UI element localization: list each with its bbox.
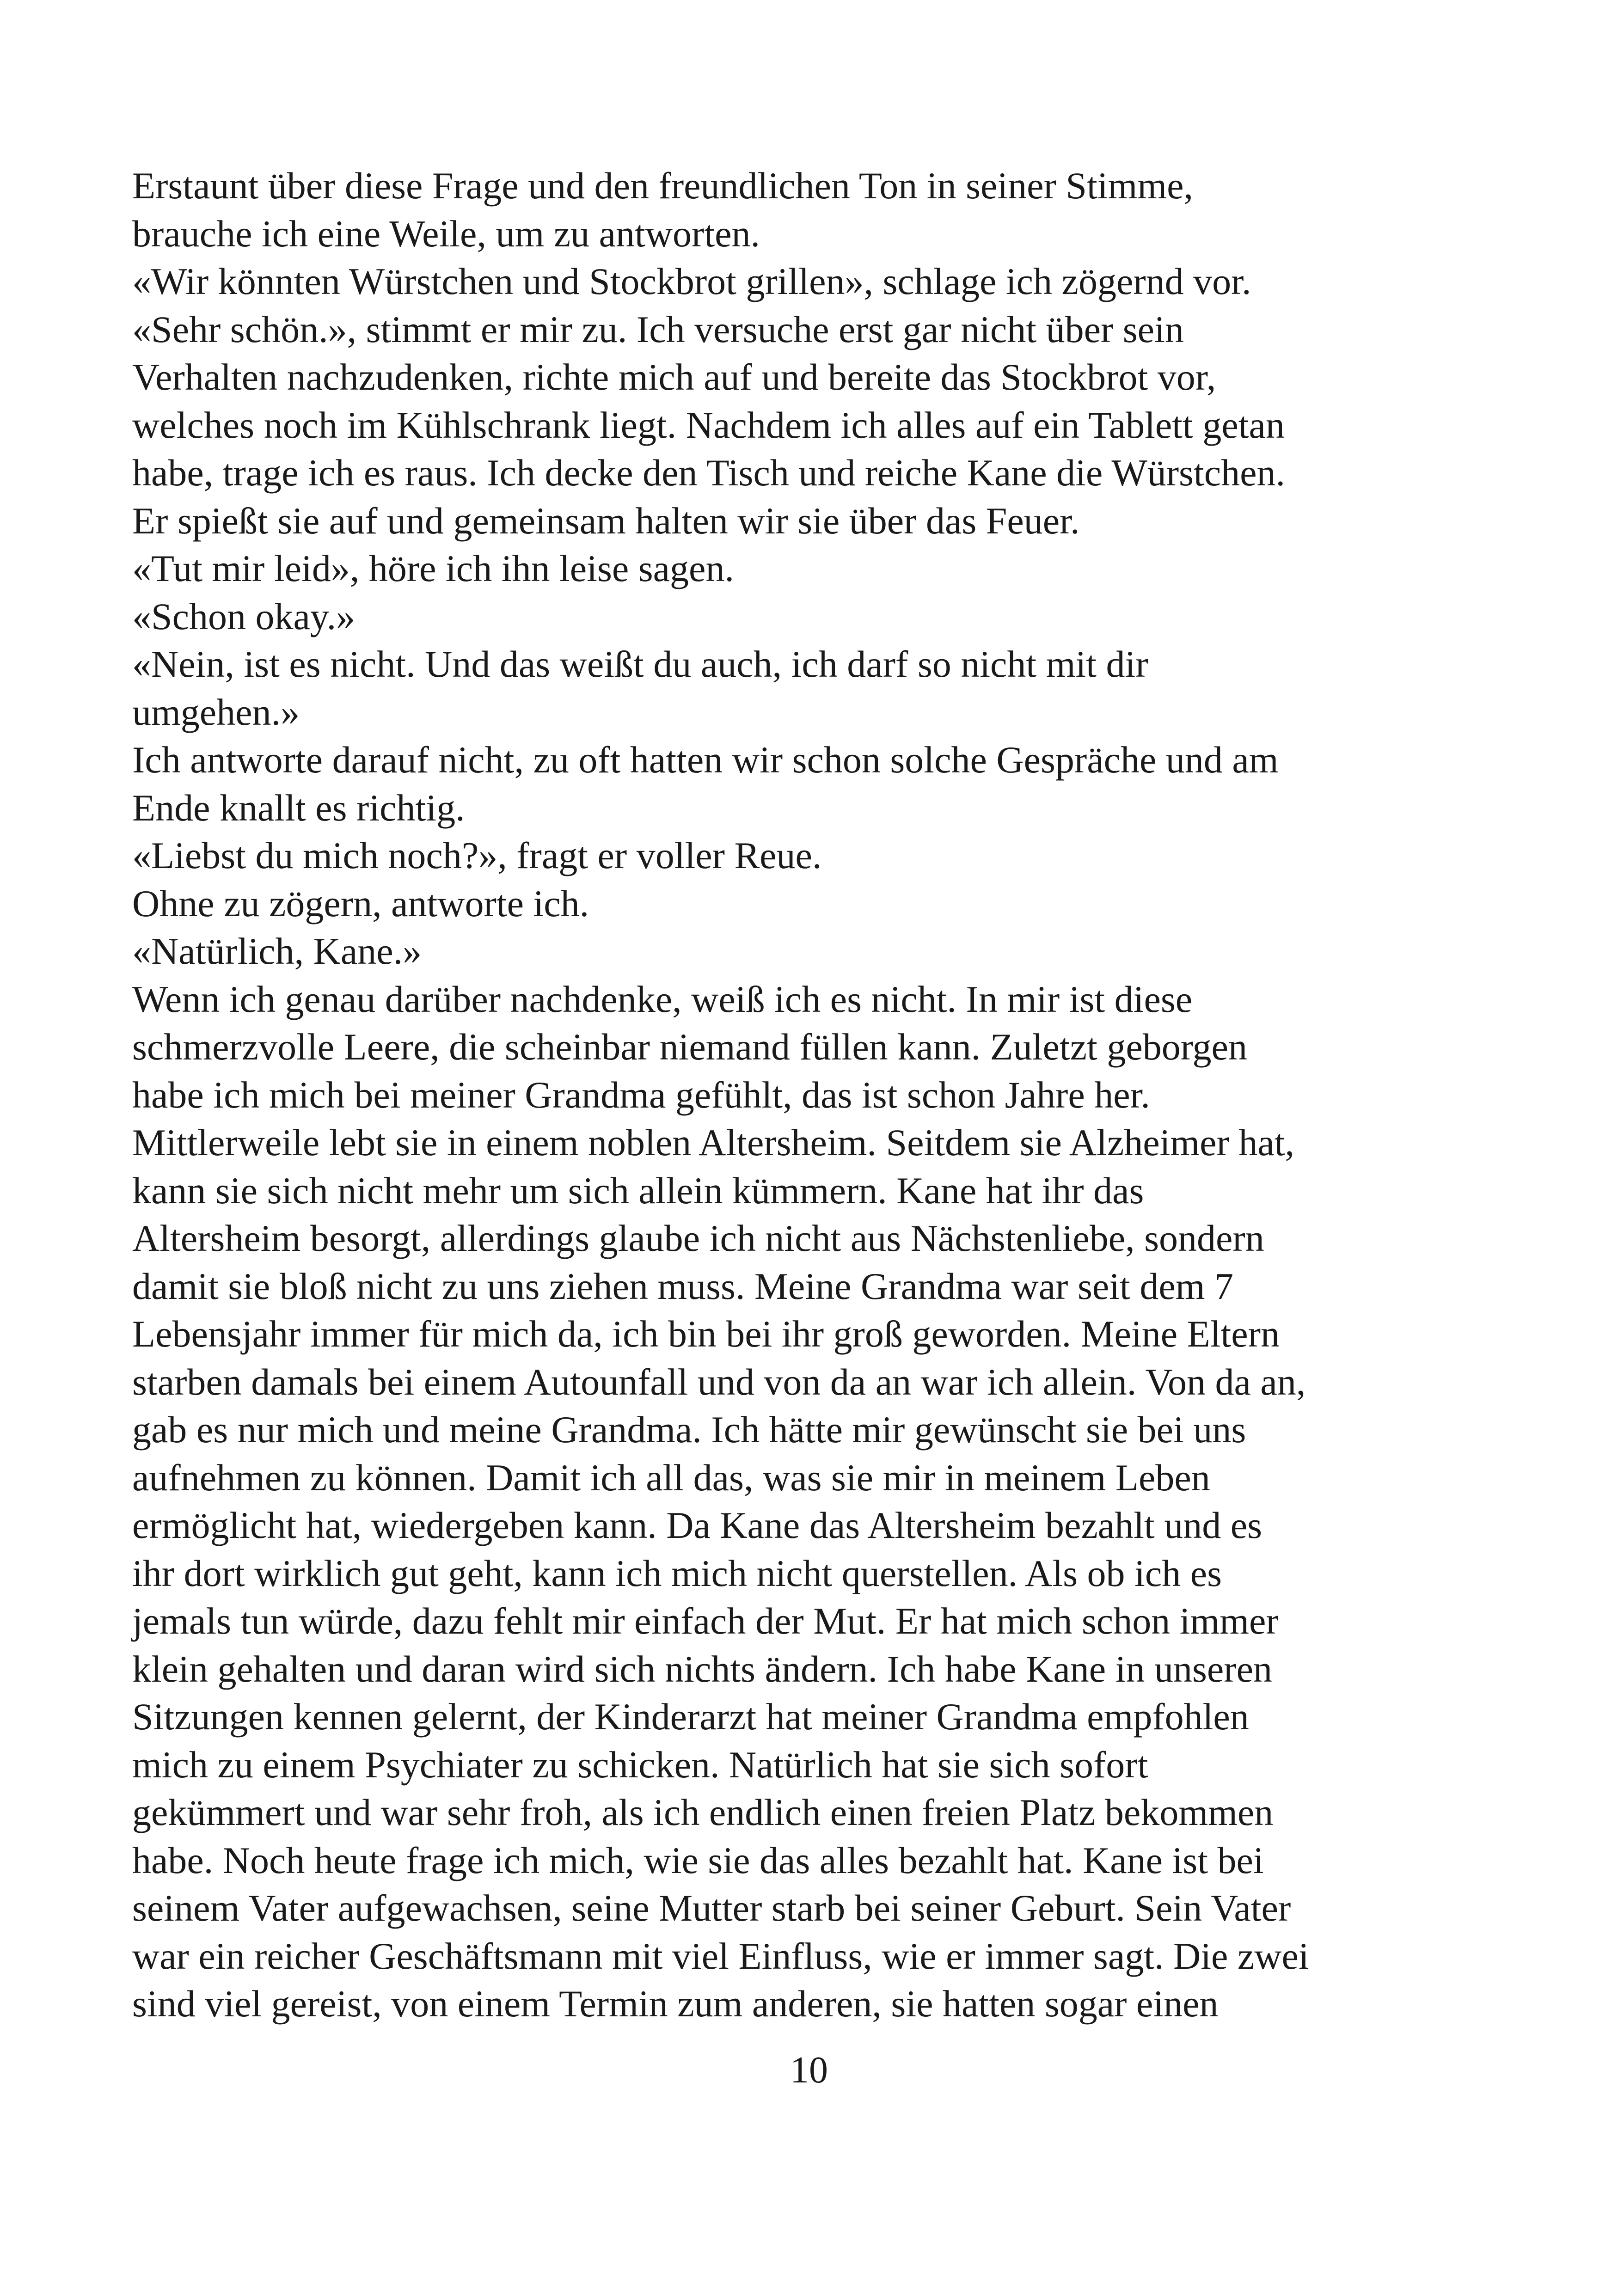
text-line: «Wir könnten Würstchen und Stockbrot grillen», schlage ich zögernd vor. [132, 260, 1251, 302]
text-line: «Schon okay.» [132, 595, 355, 637]
text-line: kann sie sich nicht mehr um sich allein kümmern. Kane hat ihr das [132, 1169, 1144, 1212]
text-line: Mittlerweile lebt sie in einem noblen Altersheim. Seitdem sie Alzheimer hat, [132, 1121, 1295, 1163]
text-line: damit sie bloß nicht zu uns ziehen muss. Meine Grandma war seit dem 7 [132, 1265, 1234, 1307]
text-line: war ein reicher Geschäftsmann mit viel Einfluss, wie er immer sagt. Die zwei [132, 1935, 1309, 1977]
text-line: habe. Noch heute frage ich mich, wie sie das alles bezahlt hat. Kane ist bei [132, 1839, 1264, 1881]
text-line: Wenn ich genau darüber nachdenke, weiß ich es nicht. In mir ist diese [132, 978, 1193, 1020]
text-line: «Tut mir leid», höre ich ihn leise sagen. [132, 547, 734, 589]
text-line: habe, trage ich es raus. Ich decke den Tisch und reiche Kane die Würstchen. [132, 452, 1286, 494]
text-line: Altersheim besorgt, allerdings glaube ich nicht aus Nächstenliebe, sondern [132, 1217, 1264, 1259]
text-line: Erstaunt über diese Frage und den freundlichen Ton in seiner Stimme, [132, 165, 1193, 207]
text-line: «Liebst du mich noch?», fragt er voller Reue. [132, 834, 822, 876]
text-line: Ich antworte darauf nicht, zu oft hatten wir schon solche Gespräche und am [132, 739, 1279, 781]
text-line: «Sehr schön.», stimmt er mir zu. Ich versuche erst gar nicht über sein [132, 308, 1184, 350]
text-line: «Natürlich, Kane.» [132, 930, 422, 972]
text-line: brauche ich eine Weile, um zu antworten. [132, 212, 760, 255]
text-line: Sitzungen kennen gelernt, der Kinderarzt hat meiner Grandma empfohlen [132, 1696, 1249, 1738]
text-line: habe ich mich bei meiner Grandma gefühlt, das ist schon Jahre her. [132, 1073, 1150, 1116]
text-line: Er spießt sie auf und gemeinsam halten wir sie über das Feuer. [132, 499, 1080, 542]
page-number: 10 [790, 2049, 828, 2091]
text-line: Ohne zu zögern, antworte ich. [132, 882, 589, 925]
text-line: Ende knallt es richtig. [132, 786, 465, 829]
text-line: klein gehalten und daran wird sich nichts ändern. Ich habe Kane in unseren [132, 1647, 1272, 1690]
text-line: mich zu einem Psychiater zu schicken. Natürlich hat sie sich sofort [132, 1743, 1148, 1786]
text-line: sind viel gereist, von einem Termin zum anderen, sie hatten sogar einen [132, 1983, 1219, 2025]
text-line: umgehen.» [132, 691, 300, 733]
text-line: gab es nur mich und meine Grandma. Ich hätte mir gewünscht sie bei uns [132, 1408, 1246, 1451]
text-line: seinem Vater aufgewachsen, seine Mutter starb bei seiner Geburt. Sein Vater [132, 1887, 1291, 1929]
text-line: welches noch im Kühlschrank liegt. Nachdem ich alles auf ein Tablett getan [132, 404, 1285, 446]
text-line: «Nein, ist es nicht. Und das weißt du auch, ich darf so nicht mit dir [132, 643, 1148, 685]
text-line: jemals tun würde, dazu fehlt mir einfach der Mut. Er hat mich schon immer [132, 1600, 1279, 1642]
text-line: gekümmert und war sehr froh, als ich endlich einen freien Platz bekommen [132, 1791, 1274, 1833]
text-line: schmerzvolle Leere, die scheinbar niemand füllen kann. Zuletzt geborgen [132, 1026, 1247, 1068]
text-line: Verhalten nachzudenken, richte mich auf und bereite das Stockbrot vor, [132, 356, 1216, 398]
text-line: ihr dort wirklich gut geht, kann ich mich nicht querstellen. Als ob ich es [132, 1552, 1222, 1594]
text-line: aufnehmen zu können. Damit ich all das, was sie mir in meinem Leben [132, 1456, 1210, 1499]
text-line: ermöglicht hat, wiedergeben kann. Da Kane das Altersheim bezahlt und es [132, 1504, 1263, 1546]
text-line: Lebensjahr immer für mich da, ich bin bei ihr groß geworden. Meine Eltern [132, 1313, 1280, 1355]
text-line: starben damals bei einem Autounfall und von da an war ich allein. Von da an, [132, 1360, 1306, 1403]
body-text [132, 162, 1519, 2028]
